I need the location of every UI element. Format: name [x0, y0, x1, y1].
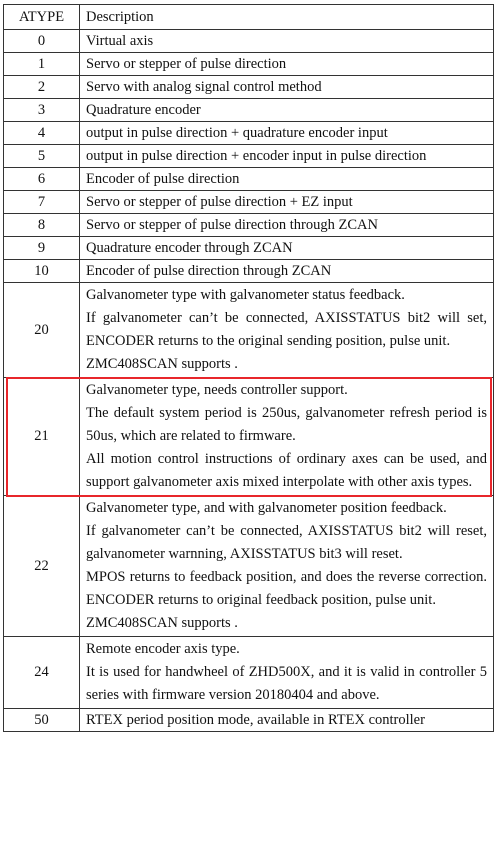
atype-cell: 4: [4, 122, 80, 145]
table-row: [4, 122, 494, 145]
description-line: Galvanometer type with galvanometer status feedback.: [86, 287, 405, 303]
description-line: Servo or stepper of pulse direction: [86, 55, 287, 72]
table-row: [4, 378, 494, 496]
description-cell: [80, 237, 494, 260]
description-line: Galvanometer type, needs controller support.: [86, 382, 348, 398]
table-row: [4, 237, 494, 260]
description-line: output in pulse direction + encoder input in pulse direction: [86, 147, 427, 164]
description-line: If galvanometer can’t be connected, AXISSTATUS bit2 will reset, galvanometer warnning, AXISSTATUS bit3 will reset.: [86, 523, 487, 562]
atype-cell: 7: [4, 191, 80, 214]
atype-table: [3, 4, 494, 732]
description-cell: [80, 168, 494, 191]
atype-cell: 8: [4, 214, 80, 237]
atype-cell: 22: [4, 496, 80, 637]
description-cell: [80, 76, 494, 99]
table-row: [4, 30, 494, 53]
description-line: Virtual axis: [86, 32, 154, 49]
description-line: All motion control instructions of ordinary axes can be used, and support galvanometer axis mixed interpolate with other axis types.: [86, 451, 487, 490]
description-line: ZMC408SCAN supports .: [86, 615, 238, 631]
table-row: [4, 168, 494, 191]
description-line: Servo or stepper of pulse direction + EZ input: [86, 193, 353, 210]
description-cell: [80, 53, 494, 76]
description-line: MPOS returns to feedback position, and does the reverse correction. ENCODER returns to original feedback position, pulse unit.: [86, 569, 487, 608]
table-row: [4, 637, 494, 709]
description-line: RTEX period position mode, available in RTEX controller: [86, 711, 425, 728]
description-line: Quadrature encoder through ZCAN: [86, 239, 293, 256]
table-row: [4, 260, 494, 283]
description-line: It is used for handwheel of ZHD500X, and it is valid in controller 5 series with firmware version 20180404 and above.: [86, 664, 487, 703]
description-cell: [80, 191, 494, 214]
description-line: Remote encoder axis type.: [86, 641, 240, 657]
description-line: If galvanometer can’t be connected, AXISSTATUS bit2 will set, ENCODER returns to the original sending position, pulse unit.: [86, 310, 487, 349]
table-row: [4, 283, 494, 378]
table-row: [4, 53, 494, 76]
atype-cell: 0: [4, 30, 80, 53]
description-cell: [80, 122, 494, 145]
description-line: ZMC408SCAN supports .: [86, 356, 238, 372]
description-cell: [80, 283, 494, 378]
header-description: Description: [80, 5, 494, 30]
description-cell: [80, 637, 494, 709]
table-row: [4, 145, 494, 168]
atype-cell: 50: [4, 709, 80, 732]
description-cell: [80, 145, 494, 168]
table-row: [4, 99, 494, 122]
description-line: Encoder of pulse direction through ZCAN: [86, 262, 332, 279]
atype-cell: 10: [4, 260, 80, 283]
description-line: Encoder of pulse direction: [86, 170, 240, 187]
description-line: Quadrature encoder: [86, 101, 201, 118]
atype-table-container: [3, 4, 494, 732]
atype-cell: 1: [4, 53, 80, 76]
description-cell: [80, 30, 494, 53]
description-line: Galvanometer type, and with galvanometer position feedback.: [86, 500, 447, 516]
table-row: [4, 214, 494, 237]
description-cell: [80, 214, 494, 237]
description-cell: [80, 260, 494, 283]
table-row: [4, 709, 494, 732]
atype-cell: 21: [4, 378, 80, 496]
description-line: Servo with analog signal control method: [86, 78, 322, 95]
atype-cell: 9: [4, 237, 80, 260]
table-header-row: [4, 5, 494, 30]
table-row: [4, 76, 494, 99]
description-cell: [80, 99, 494, 122]
table-body: [4, 30, 494, 732]
description-cell: [80, 378, 494, 496]
atype-cell: 5: [4, 145, 80, 168]
atype-cell: 2: [4, 76, 80, 99]
header-atype: ATYPE: [4, 5, 80, 30]
description-cell: [80, 709, 494, 732]
description-line: The default system period is 250us, galvanometer refresh period is 50us, which are related to firmware.: [86, 405, 487, 444]
atype-cell: 24: [4, 637, 80, 709]
description-cell: [80, 496, 494, 637]
table-row: [4, 496, 494, 637]
description-line: Servo or stepper of pulse direction through ZCAN: [86, 216, 378, 233]
atype-cell: 20: [4, 283, 80, 378]
atype-cell: 3: [4, 99, 80, 122]
atype-cell: 6: [4, 168, 80, 191]
table-row: [4, 191, 494, 214]
description-line: output in pulse direction + quadrature encoder input: [86, 124, 388, 141]
